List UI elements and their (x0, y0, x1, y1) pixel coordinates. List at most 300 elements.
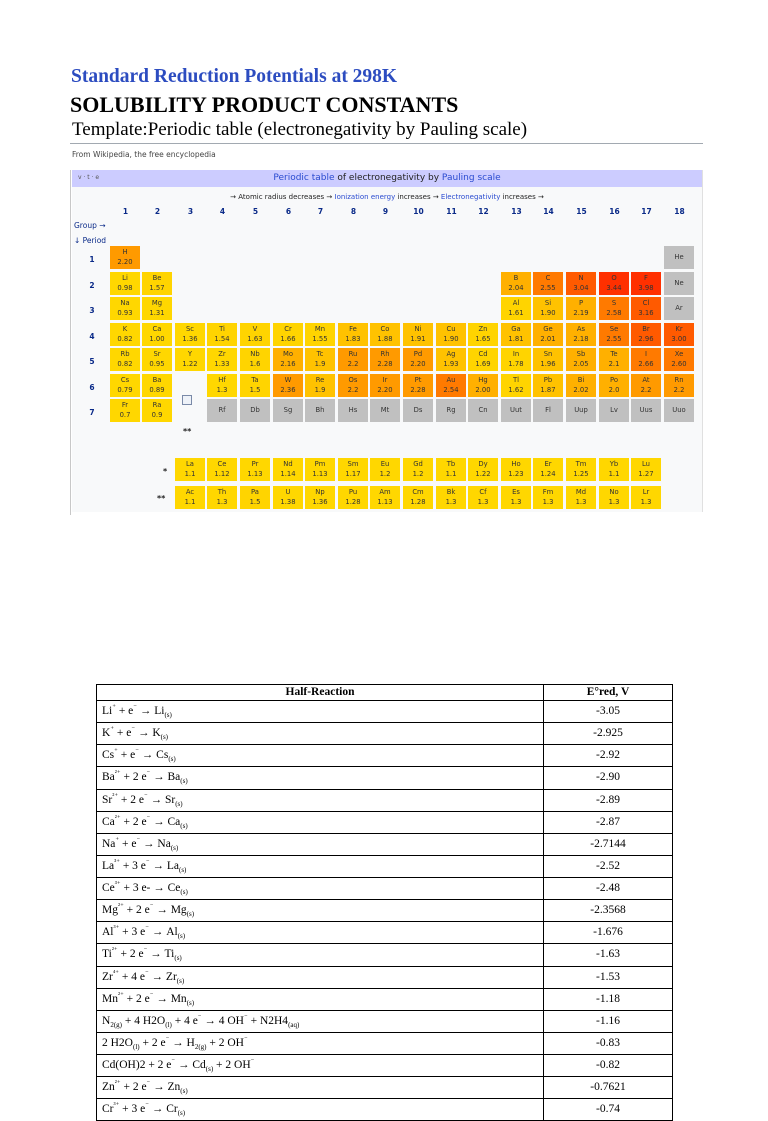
element-symbol: Eu (380, 460, 390, 468)
element-cell-al[interactable] (501, 297, 532, 321)
element-symbol: P (578, 299, 584, 307)
element-symbol: Po (609, 376, 618, 384)
element-cell-dy[interactable] (468, 458, 499, 482)
element-cell-ne[interactable] (664, 272, 695, 296)
element-cell-bh[interactable] (305, 399, 336, 423)
half-reaction-cell: $Ca^{^{2+}} + 2$ $e^{^-} \to Ca_{(s)}$ (97, 811, 544, 833)
element-cell-ho[interactable] (501, 458, 532, 482)
half-reaction-cell: $Na^{^+} + e^{^-} \to Na_{(s)}$ (97, 833, 544, 855)
electronegativity-value: 1.12 (214, 470, 230, 478)
electronegativity-value: 1.27 (638, 470, 654, 478)
table-row (97, 767, 673, 789)
element-cell-hf[interactable] (207, 374, 238, 398)
electronegativity-value: 1.23 (508, 470, 524, 478)
element-cell-am[interactable] (370, 486, 401, 510)
electronegativity-value: 1.3 (477, 498, 489, 506)
reduction-potentials-title: Standard Reduction Potentials at 298K (71, 66, 398, 87)
periodic-table-title (72, 173, 702, 183)
element-symbol: Ta (251, 376, 259, 384)
element-symbol: B (513, 274, 519, 282)
element-cell-gd[interactable] (403, 458, 434, 482)
period-number-2: 2 (89, 281, 95, 290)
electronegativity-value: 3.44 (606, 284, 622, 292)
element-symbol: Al (512, 299, 520, 307)
electronegativity-value: 1.61 (508, 309, 524, 317)
element-cell-hg[interactable] (468, 374, 499, 398)
element-cell-uut[interactable] (501, 399, 532, 423)
element-symbol: Lv (610, 406, 618, 414)
element-cell-he[interactable] (664, 246, 695, 270)
element-symbol: Xe (674, 350, 684, 358)
element-cell-ni[interactable] (403, 323, 434, 347)
element-cell-eu[interactable] (370, 458, 401, 482)
element-symbol: Nd (283, 460, 293, 468)
element-symbol: Ir (382, 376, 388, 384)
element-cell-b[interactable] (501, 272, 532, 296)
element-cell-zn[interactable] (468, 323, 499, 347)
element-cell-cn[interactable] (468, 399, 499, 423)
element-symbol: Fe (349, 325, 357, 333)
table-row (97, 878, 673, 900)
electronegativity-value: 3.00 (671, 335, 687, 343)
period-number-4: 4 (89, 332, 95, 341)
potential-cell: -1.16 (544, 1010, 673, 1032)
table-row (97, 789, 673, 811)
element-cell-fm[interactable] (533, 486, 564, 510)
element-cell-cr[interactable] (273, 323, 304, 347)
electronegativity-value: 2.18 (573, 335, 589, 343)
element-cell-tl[interactable] (501, 374, 532, 398)
element-symbol: Cf (479, 488, 487, 496)
electronegativity-value: 1.28 (410, 498, 426, 506)
trend-atomic-radius: → Atomic radius decreases → (230, 193, 335, 201)
potential-cell: -2.52 (544, 855, 673, 877)
half-reaction-cell: Cd(OH)2 + 2 $e^{^-} \to Cd_{(s)} + 2$ OH⁻ (97, 1055, 544, 1077)
half-reaction-cell: 2 $H2O_{(l)} + 2$ $e^{^-} \to H_{2(g)} + 2$ OH⁻ (97, 1032, 544, 1054)
element-cell-hs[interactable] (338, 399, 369, 423)
electronegativity-value: 1.00 (149, 335, 165, 343)
electronegativity-value: 1.69 (475, 360, 491, 368)
electronegativity-value: 1.83 (345, 335, 361, 343)
element-cell-np[interactable] (305, 486, 336, 510)
electronegativity-value: 1.25 (573, 470, 589, 478)
electronegativity-value: 3.16 (638, 309, 654, 317)
half-reaction-cell: $Ba^{^{2+}} + 2$ $e^{^-} \to Ba_{(s)}$ (97, 767, 544, 789)
table-row (97, 900, 673, 922)
element-cell-sc[interactable] (175, 323, 206, 347)
electronegativity-value: 1.3 (608, 498, 620, 506)
electronegativity-value: 1.24 (540, 470, 556, 478)
element-symbol: Hf (218, 376, 226, 384)
group-number-13: 13 (511, 207, 522, 216)
element-cell-sb[interactable] (566, 348, 597, 372)
element-symbol: V (252, 325, 258, 333)
element-symbol: Tl (512, 376, 520, 384)
group-number-11: 11 (446, 207, 457, 216)
element-cell-f[interactable] (631, 272, 662, 296)
group-axis-label: Group → (74, 221, 106, 230)
electronegativity-value: 1.91 (410, 335, 426, 343)
group-number-3: 3 (187, 207, 194, 216)
element-symbol: Es (512, 488, 520, 496)
element-cell-h[interactable] (110, 246, 141, 270)
element-symbol: In (512, 350, 520, 358)
template-page-title: Template:Periodic table (electronegativity by Pauling scale) (72, 119, 528, 140)
element-cell-tb[interactable] (436, 458, 467, 482)
element-symbol: Ru (348, 350, 358, 358)
element-cell-ir[interactable] (370, 374, 401, 398)
element-symbol: Sr (153, 350, 161, 358)
element-cell-ag[interactable] (436, 348, 467, 372)
element-symbol: Fr (121, 401, 129, 409)
potential-cell: -3.05 (544, 701, 673, 723)
lanthanide-marker: * (163, 467, 168, 476)
group-number-18: 18 (674, 207, 685, 216)
element-cell-pt[interactable] (403, 374, 434, 398)
element-cell-ca[interactable] (142, 323, 173, 347)
element-cell-ti[interactable] (207, 323, 238, 347)
electronegativity-value: 0.93 (117, 309, 133, 317)
table-row (97, 966, 673, 988)
element-symbol: Fl (545, 406, 551, 414)
element-symbol: Er (544, 460, 552, 468)
element-cell-fr[interactable] (110, 399, 141, 423)
element-cell-ga[interactable] (501, 323, 532, 347)
half-reaction-cell: $Zr^{^{4+}} + 4$ $e^{^-} \to Zr_{(s)}$ (97, 966, 544, 988)
element-cell-p[interactable] (566, 297, 597, 321)
element-symbol: Cu (446, 325, 456, 333)
element-cell-es[interactable] (501, 486, 532, 510)
element-cell-li[interactable] (110, 272, 141, 296)
element-cell-ds[interactable] (403, 399, 434, 423)
half-reaction-cell: $La^{^{3+}} + 3$ $e^{^-} \to La_{(s)}$ (97, 855, 544, 877)
element-cell-s[interactable] (599, 297, 630, 321)
element-cell-rf[interactable] (207, 399, 238, 423)
element-cell-c[interactable] (533, 272, 564, 296)
electronegativity-value: 2.04 (508, 284, 524, 292)
element-cell-mt[interactable] (370, 399, 401, 423)
group-number-16: 16 (609, 207, 620, 216)
element-cell-ru[interactable] (338, 348, 369, 372)
electronegativity-value: 0.79 (117, 386, 133, 394)
element-cell-md[interactable] (566, 486, 597, 510)
element-cell-i[interactable] (631, 348, 662, 372)
element-cell-sm[interactable] (338, 458, 369, 482)
electronegativity-value: 2.55 (540, 284, 556, 292)
actinide-marker: ** (157, 494, 166, 503)
element-symbol: Ce (217, 460, 227, 468)
element-symbol: Sb (576, 350, 586, 358)
element-symbol: Rh (380, 350, 390, 358)
element-symbol: Sn (543, 350, 553, 358)
element-symbol: Sc (185, 325, 195, 333)
electronegativity-value: 2.00 (475, 386, 491, 394)
element-cell-la[interactable] (175, 458, 206, 482)
element-cell-sr[interactable] (142, 348, 173, 372)
title-divider (70, 143, 703, 144)
half-reaction-cell: $Mg^{^{2+}} + 2$ $e^{^-} \to Mg_{(s)}$ (97, 900, 544, 922)
element-cell-n[interactable] (566, 272, 597, 296)
electronegativity-value: 2.20 (377, 386, 393, 394)
electronegativity-value: 2.58 (606, 309, 622, 317)
electronegativity-value: 1.3 (445, 498, 457, 506)
potential-cell: -2.7144 (544, 833, 673, 855)
element-cell-mg[interactable] (142, 297, 173, 321)
element-symbol: Ag (446, 350, 456, 358)
half-reaction-cell: $Mn^{^{2+}} + 2$ $e^{^-} \to Mn_{(s)}$ (97, 988, 544, 1010)
element-cell-cm[interactable] (403, 486, 434, 510)
element-cell-rg[interactable] (436, 399, 467, 423)
element-cell-in[interactable] (501, 348, 532, 372)
half-reaction-cell: $Ti^{^{2+}} + 2$ $e^{^-} \to Ti_{(s)}$ (97, 944, 544, 966)
element-cell-sn[interactable] (533, 348, 564, 372)
element-cell-no[interactable] (599, 486, 630, 510)
navbox-left-edge (70, 170, 71, 515)
element-cell-te[interactable] (599, 348, 630, 372)
electronegativity-value: 2.19 (573, 309, 589, 317)
element-cell-co[interactable] (370, 323, 401, 347)
element-cell-db[interactable] (240, 399, 271, 423)
element-symbol: Ti (219, 325, 225, 333)
group-number-2: 2 (154, 207, 161, 216)
half-reaction-table (96, 684, 673, 1121)
image-placeholder-icon (182, 395, 192, 405)
from-wikipedia-tagline: From Wikipedia, the free encyclopedia (72, 150, 216, 159)
element-cell-th[interactable] (207, 486, 238, 510)
element-cell-rh[interactable] (370, 348, 401, 372)
element-cell-cf[interactable] (468, 486, 499, 510)
element-symbol: Am (379, 488, 391, 496)
element-cell-ge[interactable] (533, 323, 564, 347)
half-reaction-cell: $Cr^{^{3+}} + 3$ $e^{^-} \to Cr_{(s)}$ (97, 1099, 544, 1121)
element-cell-zr[interactable] (207, 348, 238, 372)
electronegativity-value: 0.9 (151, 411, 163, 419)
group-number-5: 5 (252, 207, 259, 216)
electronegativity-value: 2.02 (573, 386, 589, 394)
element-cell-mn[interactable] (305, 323, 336, 347)
table-row (97, 701, 673, 723)
element-symbol: Au (446, 376, 456, 384)
element-cell-fe[interactable] (338, 323, 369, 347)
electronegativity-value: 1.55 (312, 335, 328, 343)
table-row (97, 855, 673, 877)
element-cell-rn[interactable] (664, 374, 695, 398)
element-cell-y[interactable] (175, 348, 206, 372)
electronegativity-value: 3.04 (573, 284, 589, 292)
element-symbol: Pd (413, 350, 423, 358)
electronegativity-value: 0.82 (117, 360, 133, 368)
element-cell-pm[interactable] (305, 458, 336, 482)
electronegativity-value: 1.9 (314, 360, 326, 368)
element-symbol: Sg (283, 406, 293, 414)
element-cell-ce[interactable] (207, 458, 238, 482)
half-reaction-rows (97, 701, 673, 1121)
element-cell-cd[interactable] (468, 348, 499, 372)
electronegativity-value: 2.96 (638, 335, 654, 343)
element-cell-cl[interactable] (631, 297, 662, 321)
element-symbol: Kr (675, 325, 683, 333)
element-symbol: U (285, 488, 291, 496)
element-symbol: Sm (347, 460, 359, 468)
element-symbol: La (186, 460, 194, 468)
electronegativity-value: 1.36 (312, 498, 328, 506)
element-cell-uup[interactable] (566, 399, 597, 423)
electronegativity-value: 1.22 (182, 360, 198, 368)
electronegativity-value: 0.98 (117, 284, 133, 292)
electronegativity-value: 1.28 (345, 498, 361, 506)
element-symbol: Yb (609, 460, 619, 468)
electronegativity-value: 2.36 (280, 386, 296, 394)
element-symbol: Cm (412, 488, 424, 496)
element-cell-w[interactable] (273, 374, 304, 398)
element-cell-lr[interactable] (631, 486, 662, 510)
element-cell-nd[interactable] (273, 458, 304, 482)
element-symbol: Lu (642, 460, 650, 468)
element-cell-pu[interactable] (338, 486, 369, 510)
half-reaction-cell: $N_{2(g)} + 4$ $H2O_{(l)} + 4$ e⁻ → 4 $OH^{^-} + N2H4_{(aq)}$ (97, 1010, 544, 1032)
element-cell-cu[interactable] (436, 323, 467, 347)
element-symbol: Ho (511, 460, 521, 468)
element-symbol: No (609, 488, 619, 496)
element-cell-as[interactable] (566, 323, 597, 347)
period-number-3: 3 (89, 306, 95, 315)
element-symbol: F (644, 274, 648, 282)
element-cell-mo[interactable] (273, 348, 304, 372)
element-cell-kr[interactable] (664, 323, 695, 347)
element-cell-fl[interactable] (533, 399, 564, 423)
element-cell-at[interactable] (631, 374, 662, 398)
element-cell-pr[interactable] (240, 458, 271, 482)
element-symbol: Cs (120, 376, 130, 384)
electronegativity-value: 1.13 (312, 470, 328, 478)
element-cell-os[interactable] (338, 374, 369, 398)
group-number-6: 6 (285, 207, 292, 216)
electronegativity-value: 1.90 (540, 309, 556, 317)
element-symbol: Th (217, 488, 227, 496)
electronegativity-value: 2.2 (347, 386, 359, 394)
element-symbol: As (576, 325, 586, 333)
element-symbol: At (642, 376, 650, 384)
element-symbol: Pb (543, 376, 553, 384)
element-cell-re[interactable] (305, 374, 336, 398)
element-symbol: N (578, 274, 584, 282)
element-cell-ra[interactable] (142, 399, 173, 423)
electronegativity-value: 1.87 (540, 386, 556, 394)
element-cell-ar[interactable] (664, 297, 695, 321)
element-cell-lu[interactable] (631, 458, 662, 482)
element-cell-uus[interactable] (631, 399, 662, 423)
element-symbol: Mn (314, 325, 326, 333)
element-cell-sg[interactable] (273, 399, 304, 423)
element-symbol: K (122, 325, 128, 333)
element-cell-xe[interactable] (664, 348, 695, 372)
element-cell-k[interactable] (110, 323, 141, 347)
electronegativity-value: 2.20 (410, 360, 426, 368)
element-cell-pa[interactable] (240, 486, 271, 510)
element-symbol: Cn (478, 406, 488, 414)
element-symbol: Uut (510, 406, 522, 414)
half-reaction-cell: $Zn^{^{2+}} + 2$ $e^{^-} \to Zn_{(s)}$ (97, 1077, 544, 1099)
element-cell-se[interactable] (599, 323, 630, 347)
element-cell-rb[interactable] (110, 348, 141, 372)
element-cell-v[interactable] (240, 323, 271, 347)
electronegativity-value: 1.1 (445, 470, 457, 478)
element-cell-ta[interactable] (240, 374, 271, 398)
element-cell-na[interactable] (110, 297, 141, 321)
element-cell-er[interactable] (533, 458, 564, 482)
element-cell-cs[interactable] (110, 374, 141, 398)
element-symbol: Ba (152, 376, 162, 384)
electronegativity-value: 1.96 (540, 360, 556, 368)
element-cell-pb[interactable] (533, 374, 564, 398)
element-cell-ac[interactable] (175, 486, 206, 510)
electronegativity-value: 1.3 (216, 498, 228, 506)
element-cell-tm[interactable] (566, 458, 597, 482)
potential-cell: -2.90 (544, 767, 673, 789)
electronegativity-value: 2.16 (280, 360, 296, 368)
element-cell-bk[interactable] (436, 486, 467, 510)
vte-links[interactable]: v · t · e (78, 174, 100, 181)
electronegativity-value: 1.81 (508, 335, 524, 343)
electronegativity-link[interactable]: Electronegativity (440, 193, 501, 201)
element-cell-tc[interactable] (305, 348, 336, 372)
element-symbol: Os (348, 376, 358, 384)
element-cell-au[interactable] (436, 374, 467, 398)
element-cell-lv[interactable] (599, 399, 630, 423)
periodic-table-link[interactable]: Periodic table (273, 173, 335, 183)
group-number-17: 17 (641, 207, 652, 216)
element-cell-u[interactable] (273, 486, 304, 510)
element-symbol: O (611, 274, 617, 282)
pauling-scale-link[interactable]: Pauling scale (441, 173, 501, 183)
element-cell-po[interactable] (599, 374, 630, 398)
potential-cell: -2.925 (544, 723, 673, 745)
element-symbol: Zr (218, 350, 226, 358)
element-cell-si[interactable] (533, 297, 564, 321)
potential-header: E°red, V (544, 685, 673, 701)
element-cell-yb[interactable] (599, 458, 630, 482)
ionization-energy-link[interactable]: Ionization energy (334, 193, 396, 201)
element-cell-bi[interactable] (566, 374, 597, 398)
electronegativity-value: 1.17 (345, 470, 361, 478)
element-symbol: Dy (478, 460, 488, 468)
element-cell-o[interactable] (599, 272, 630, 296)
element-symbol: Bk (446, 488, 456, 496)
element-symbol: Se (609, 325, 619, 333)
lanthanide-marker-main: ** (183, 427, 192, 436)
element-cell-uuo[interactable] (664, 399, 695, 423)
element-cell-be[interactable] (142, 272, 173, 296)
electronegativity-value: 2.60 (671, 360, 687, 368)
table-row (97, 1055, 673, 1077)
element-symbol: H (122, 248, 128, 256)
element-symbol: Ra (152, 401, 162, 409)
element-cell-br[interactable] (631, 323, 662, 347)
half-reaction-cell: $Sr^{^{2+}} + 2$ $e^{^-} \to Sr_{(s)}$ (97, 789, 544, 811)
element-symbol: Hs (348, 406, 358, 414)
element-symbol: Np (315, 488, 325, 496)
electronegativity-value: 2.05 (573, 360, 589, 368)
element-cell-ba[interactable] (142, 374, 173, 398)
electronegativity-value: 1.66 (280, 335, 296, 343)
element-symbol: Ga (511, 325, 521, 333)
trend-increases-1: increases → (395, 193, 441, 201)
element-cell-pd[interactable] (403, 348, 434, 372)
element-symbol: Db (250, 406, 260, 414)
half-reaction-header: Half-Reaction (97, 685, 544, 701)
electronegativity-value: 1.3 (542, 498, 554, 506)
element-cell-nb[interactable] (240, 348, 271, 372)
